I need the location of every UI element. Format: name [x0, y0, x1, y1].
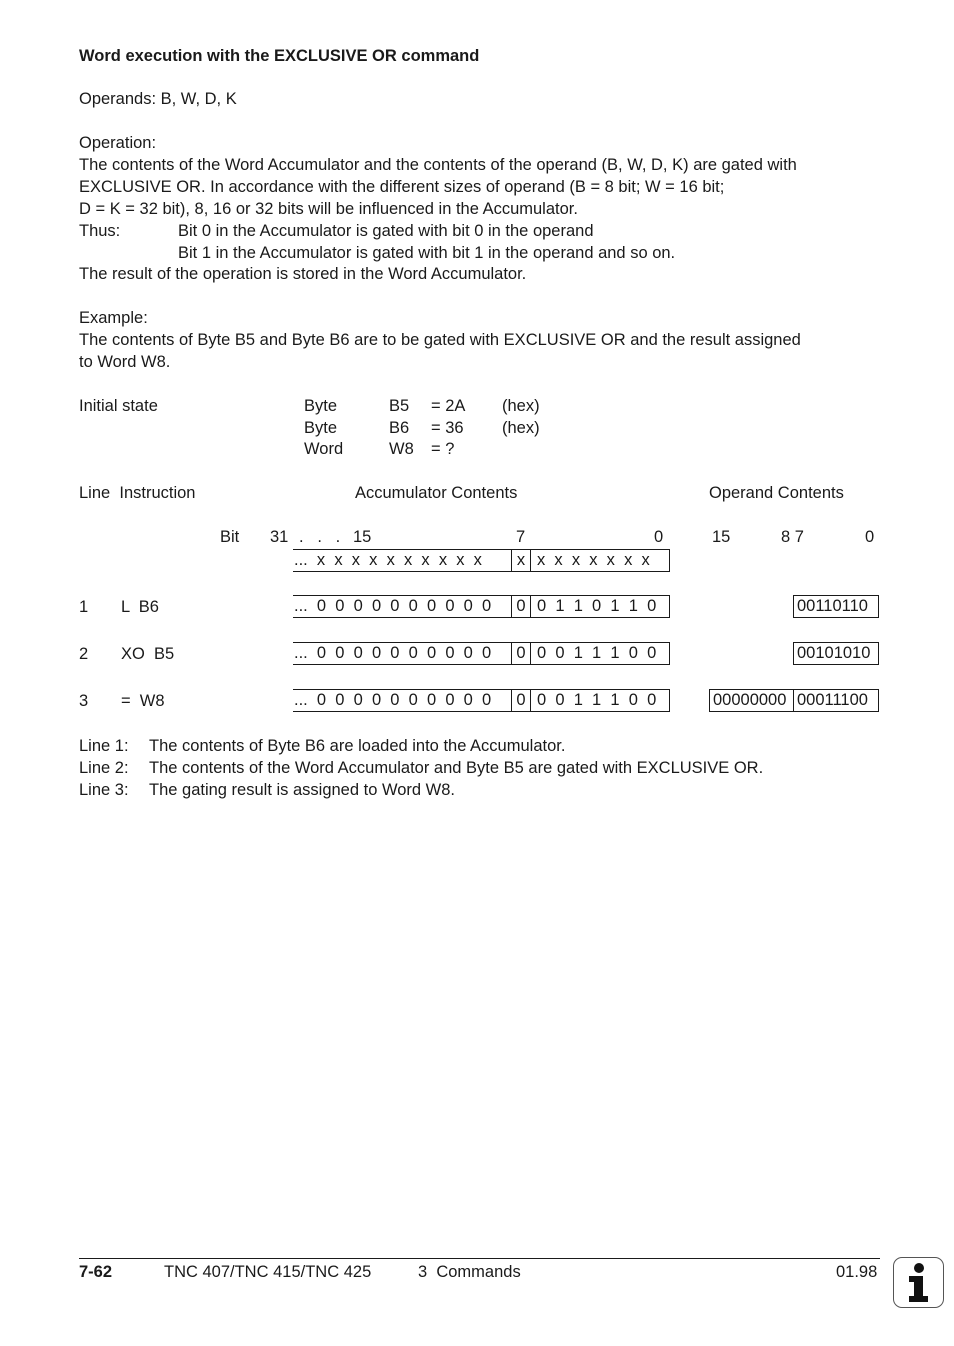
bit-0: 0: [654, 528, 664, 546]
bit-dots: . . .: [299, 528, 341, 546]
footer-model: TNC 407/TNC 415/TNC 425: [164, 1263, 372, 1281]
note-text: The contents of Byte B6 are loaded into the Accumulator.: [149, 737, 566, 755]
accumulator-high-bits: ... x x x x x x x x x x: [293, 549, 512, 572]
row-line-number: 1: [79, 598, 89, 616]
page-heading: Word execution with the EXCLUSIVE OR command: [79, 47, 480, 65]
note-label: Line 3:: [79, 781, 129, 799]
bit-31: 31: [270, 528, 289, 546]
accumulator-template-row: [293, 549, 670, 572]
operand-low-byte: 00011100: [793, 689, 879, 712]
operation-line: D = K = 32 bit), 8, 16 or 32 bits will be influenced in the Accumulator.: [79, 200, 578, 218]
state-name: B6: [389, 419, 410, 437]
operation-line: The contents of the Word Accumulator and the contents of the operand (B, W, D, K) are gated with: [79, 156, 797, 174]
operand-low-byte: 00101010: [793, 642, 879, 665]
note-text: The gating result is assigned to Word W8.: [149, 781, 456, 799]
footer-rule: [79, 1258, 880, 1259]
accumulator-high-bits: ... 0 0 0 0 0 0 0 0 0 0: [293, 642, 512, 665]
state-type: Word: [304, 440, 344, 458]
state-name: B5: [389, 397, 410, 415]
state-type: Byte: [304, 419, 338, 437]
accumulator-bit-8: 0: [511, 689, 531, 712]
accumulator-row: [293, 689, 670, 712]
thus-line: Bit 0 in the Accumulator is gated with bit 0 in the operand: [178, 222, 594, 240]
accumulator-bit-8: x: [511, 549, 531, 572]
operation-line: EXCLUSIVE OR. In accordance with the different sizes of operand (B = 8 bit; W = 16 bit;: [79, 178, 725, 196]
accumulator-low-bits: 0 0 1 1 1 0 0: [530, 689, 670, 712]
operand-low-byte: 00110110: [793, 595, 879, 618]
footer-date: 01.98: [836, 1263, 878, 1281]
footer-chapter: 3 Commands: [418, 1263, 521, 1281]
header-line-instruction: Line Instruction: [79, 484, 196, 502]
row-instruction: L B6: [121, 598, 159, 616]
accumulator-high-bits: ... 0 0 0 0 0 0 0 0 0 0: [293, 595, 512, 618]
state-value: = 36: [431, 419, 464, 437]
accumulator-low-bits: x x x x x x x: [530, 549, 670, 572]
accumulator-row: [293, 642, 670, 665]
state-value: = ?: [431, 440, 455, 458]
accumulator-high-bits: ... 0 0 0 0 0 0 0 0 0 0: [293, 689, 512, 712]
row-line-number: 2: [79, 645, 89, 663]
accumulator-bit-8: 0: [511, 595, 531, 618]
thus-label: Thus:: [79, 222, 121, 240]
note-text: The contents of the Word Accumulator and Byte B5 are gated with EXCLUSIVE OR.: [149, 759, 764, 777]
bit-label: Bit: [220, 528, 240, 546]
example-line: to Word W8.: [79, 353, 171, 371]
info-icon: [893, 1257, 944, 1308]
header-operand: Operand Contents: [709, 484, 844, 502]
result-line: The result of the operation is stored in the Word Accumulator.: [79, 265, 527, 283]
operand-bit-15: 15: [712, 528, 731, 546]
operand-high-byte: 00000000: [709, 689, 794, 712]
bit-7: 7: [516, 528, 526, 546]
example-label: Example:: [79, 309, 148, 327]
accumulator-low-bits: 0 0 1 1 1 0 0: [530, 642, 670, 665]
thus-line: Bit 1 in the Accumulator is gated with bit 1 in the operand and so on.: [178, 244, 676, 262]
operands-line: Operands: B, W, D, K: [79, 90, 237, 108]
operation-label: Operation:: [79, 134, 157, 152]
header-accumulator: Accumulator Contents: [355, 484, 518, 502]
initial-state-label: Initial state: [79, 397, 158, 415]
state-unit: (hex): [502, 397, 540, 415]
state-value: = 2A: [431, 397, 466, 415]
operand-bit-8-7: 8 7: [781, 528, 804, 546]
accumulator-row: [293, 595, 670, 618]
row-instruction: = W8: [121, 692, 165, 710]
example-line: The contents of Byte B5 and Byte B6 are to be gated with EXCLUSIVE OR and the result assigned: [79, 331, 801, 349]
note-label: Line 2:: [79, 759, 129, 777]
operand-bit-0: 0: [865, 528, 875, 546]
bit-15: 15: [353, 528, 372, 546]
row-line-number: 3: [79, 692, 89, 710]
state-type: Byte: [304, 397, 338, 415]
row-instruction: XO B5: [121, 645, 175, 663]
note-label: Line 1:: [79, 737, 129, 755]
footer-page-number: 7-62: [79, 1263, 113, 1281]
state-unit: (hex): [502, 419, 540, 437]
accumulator-low-bits: 0 1 1 0 1 1 0: [530, 595, 670, 618]
accumulator-bit-8: 0: [511, 642, 531, 665]
info-glyph: [894, 1258, 942, 1306]
state-name: W8: [389, 440, 414, 458]
